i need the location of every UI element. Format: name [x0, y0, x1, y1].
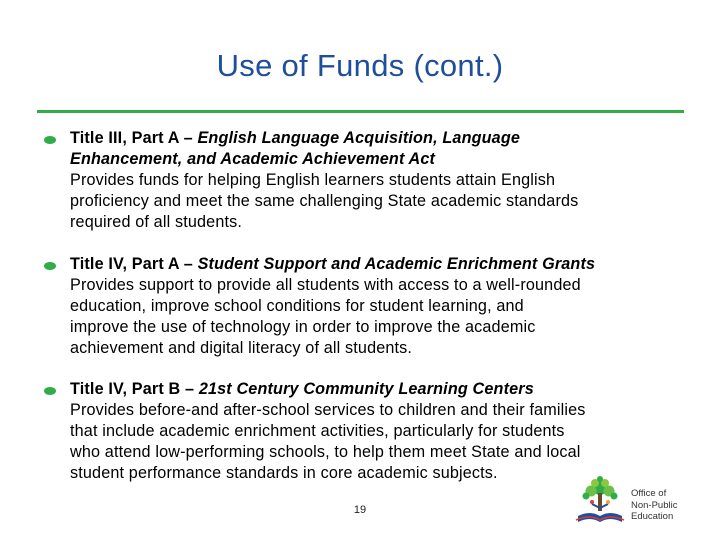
page-number: 19 — [353, 504, 367, 516]
bullet-heading: Title IV, Part A – Student Support and Academic Enrichment Grants — [70, 255, 596, 273]
bullet-item-title-iv-part-a — [70, 254, 685, 359]
slide-title: Use of Funds (cont.) — [216, 48, 504, 83]
bullet-description: Provides funds for helping English learners students attain English proficiency and meet the same challenging State academic standards required of all students. — [70, 171, 579, 231]
bullet-icon — [44, 262, 56, 270]
office-logo — [570, 474, 690, 530]
bullet-item-title-iv-part-b — [70, 379, 685, 484]
title-divider — [37, 110, 684, 113]
bullet-description: Provides before-and after-school services to children and their families that include academic enrichment activities, particularly for students who attend low-performing schools, to help them meet State and local student performance standards in core academic subjects. — [70, 401, 586, 482]
tree-book-icon — [570, 474, 630, 530]
logo-wordmark: Office of Non-Public Education — [631, 488, 678, 522]
bullet-heading-cont: Enhancement, and Academic Achievement Act — [70, 150, 436, 168]
bullet-icon — [44, 387, 56, 395]
bullet-description: Provides support to provide all students with access to a well-rounded education, improve school conditions for student learning, and improve the use of technology in order to improve the academic achievement and digital literacy of all students. — [70, 276, 581, 357]
bullet-icon — [44, 136, 56, 144]
bullet-heading: Title IV, Part B – 21st Century Community Learning Centers — [70, 380, 534, 398]
bullet-heading: Title III, Part A – English Language Acquisition, Language — [70, 129, 521, 147]
bullet-item-title-iii-part-a — [70, 128, 685, 233]
